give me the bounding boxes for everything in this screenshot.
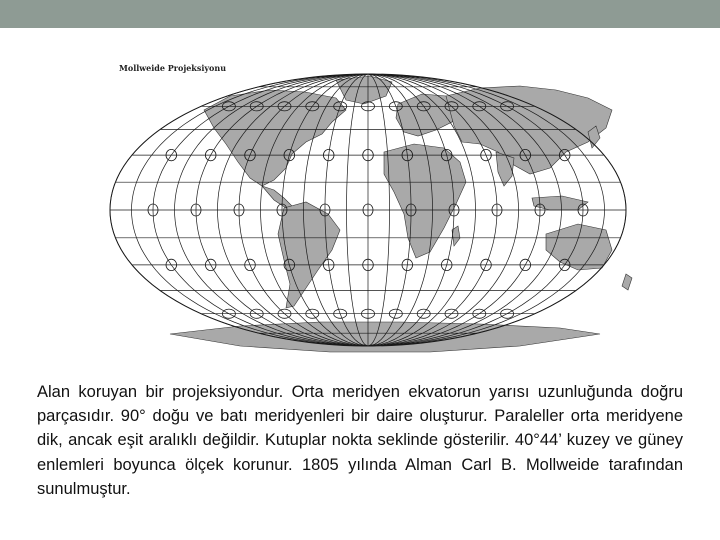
indonesia [532,196,588,210]
greenland [336,76,392,104]
australia [546,224,612,270]
central-america [262,186,292,208]
south-america [278,202,340,308]
description-paragraph: Alan koruyan bir projeksiyondur. Orta meridyen ekvatorun yarısı uzunluğunda doğru parçasıdır. 90° doğu ve batı meridyenleri bir daire oluşturur. Paraleller orta meridyene dik, ancak eşit aralıklı değildir. Kutuplar nokta seklinde gösterilir. 40°44’ kuzey ve güney enlemleri boyunca ölçek korunur. 1805 yılında Alman Carl B. Mollweide tarafından sunulmuştur. [37,383,683,498]
north-america [204,90,346,186]
asia [446,86,612,174]
map-caption: Mollweide Projeksiyonu [119,63,227,73]
mollweide-map [100,52,652,372]
top-header-band [0,0,720,28]
new-zealand [622,274,632,290]
mollweide-map-figure [100,52,652,372]
